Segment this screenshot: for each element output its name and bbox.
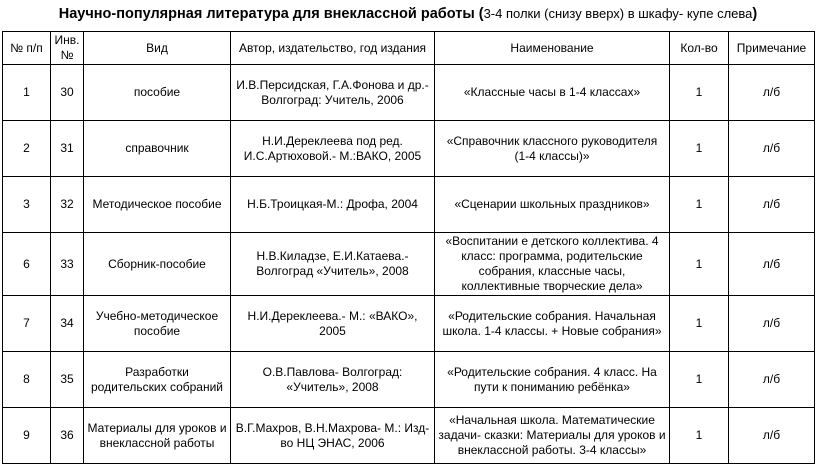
cell-name: «Воспитании е детского коллектива. 4 класс: программа, родительские собрания, классные часы, коллективные творческие дела» bbox=[435, 233, 670, 296]
cell-quantity: 1 bbox=[670, 121, 729, 177]
table-row bbox=[3, 121, 815, 177]
table-row bbox=[3, 296, 815, 352]
cell-type: Методическое пособие bbox=[84, 177, 231, 233]
table-row bbox=[3, 408, 815, 464]
cell-name: «Начальная школа. Математические задачи- сказки: Материалы для уроков и внеклассной работы. 3-4 классы» bbox=[435, 408, 670, 464]
literature-table bbox=[2, 31, 815, 464]
cell-author: Н.Б.Троицкая-М.: Дрофа, 2004 bbox=[231, 177, 435, 233]
cell-number: 9 bbox=[3, 408, 51, 464]
cell-number: 8 bbox=[3, 352, 51, 408]
cell-name: «Сценарии школьных праздников» bbox=[435, 177, 670, 233]
cell-number: 6 bbox=[3, 233, 51, 296]
header-cell-author: Автор, издательство, год издания bbox=[231, 32, 435, 65]
cell-name: «Родительские собрания. 4 класс. На пути к пониманию ребёнка» bbox=[435, 352, 670, 408]
header-cell-type: Вид bbox=[84, 32, 231, 65]
cell-quantity: 1 bbox=[670, 352, 729, 408]
cell-number: 3 bbox=[3, 177, 51, 233]
cell-note: л/б bbox=[729, 121, 815, 177]
cell-quantity: 1 bbox=[670, 233, 729, 296]
header-cell-note: Примечание bbox=[729, 32, 815, 65]
cell-type: Сборник-пособие bbox=[84, 233, 231, 296]
cell-author: В.Г.Махров, В.Н.Махрова- М.: Изд-во НЦ ЭНАС, 2006 bbox=[231, 408, 435, 464]
cell-number: 7 bbox=[3, 296, 51, 352]
cell-note: л/б bbox=[729, 233, 815, 296]
cell-quantity: 1 bbox=[670, 177, 729, 233]
cell-inventory: 35 bbox=[51, 352, 84, 408]
cell-inventory: 36 bbox=[51, 408, 84, 464]
cell-author: О.В.Павлова- Волгоград: «Учитель», 2008 bbox=[231, 352, 435, 408]
cell-inventory: 30 bbox=[51, 65, 84, 121]
cell-note: л/б bbox=[729, 177, 815, 233]
cell-author: Н.И.Дереклеева.- М.: «ВАКО», 2005 bbox=[231, 296, 435, 352]
title-main: Научно-популярная литература для внеклассной работы ( bbox=[58, 6, 484, 22]
cell-type: пособие bbox=[84, 65, 231, 121]
cell-type: справочник bbox=[84, 121, 231, 177]
cell-quantity: 1 bbox=[670, 408, 729, 464]
page-title bbox=[0, 6, 816, 22]
cell-inventory: 31 bbox=[51, 121, 84, 177]
cell-author: Н.И.Дереклеева под ред. И.С.Артюховой.- М.:ВАКО, 2005 bbox=[231, 121, 435, 177]
cell-note: л/б bbox=[729, 408, 815, 464]
header-cell-number: № п/п bbox=[3, 32, 51, 65]
cell-number: 2 bbox=[3, 121, 51, 177]
cell-number: 1 bbox=[3, 65, 51, 121]
cell-type: Материалы для уроков и внеклассной работы bbox=[84, 408, 231, 464]
header-cell-quantity: Кол-во bbox=[670, 32, 729, 65]
cell-author: Н.В.Киладзе, Е.И.Катаева.- Волгоград «Учитель», 2008 bbox=[231, 233, 435, 296]
cell-inventory: 33 bbox=[51, 233, 84, 296]
cell-name: «Справочник классного руководителя (1-4 классы)» bbox=[435, 121, 670, 177]
cell-inventory: 32 bbox=[51, 177, 84, 233]
cell-quantity: 1 bbox=[670, 65, 729, 121]
cell-type: Учебно-методическое пособие bbox=[84, 296, 231, 352]
cell-name: «Классные часы в 1-4 классах» bbox=[435, 65, 670, 121]
cell-name: «Родительские собрания. Начальная школа. 1-4 классы. + Новые собрания» bbox=[435, 296, 670, 352]
cell-quantity: 1 bbox=[670, 296, 729, 352]
title-subtitle: 3-4 полки (снизу вверх) в шкафу- купе слева bbox=[483, 6, 753, 21]
header-cell-name: Наименование bbox=[435, 32, 670, 65]
table-row bbox=[3, 177, 815, 233]
table-row bbox=[3, 233, 815, 296]
cell-type: Разработки родительских собраний bbox=[84, 352, 231, 408]
table-row bbox=[3, 65, 815, 121]
cell-note: л/б bbox=[729, 352, 815, 408]
header-cell-inventory: Инв. № bbox=[51, 32, 84, 65]
cell-author: И.В.Персидская, Г.А.Фонова и др.-Волгоград: Учитель, 2006 bbox=[231, 65, 435, 121]
cell-inventory: 34 bbox=[51, 296, 84, 352]
cell-note: л/б bbox=[729, 65, 815, 121]
title-close-paren: ) bbox=[752, 6, 758, 22]
table-row bbox=[3, 352, 815, 408]
cell-note: л/б bbox=[729, 296, 815, 352]
header-row bbox=[3, 32, 815, 65]
